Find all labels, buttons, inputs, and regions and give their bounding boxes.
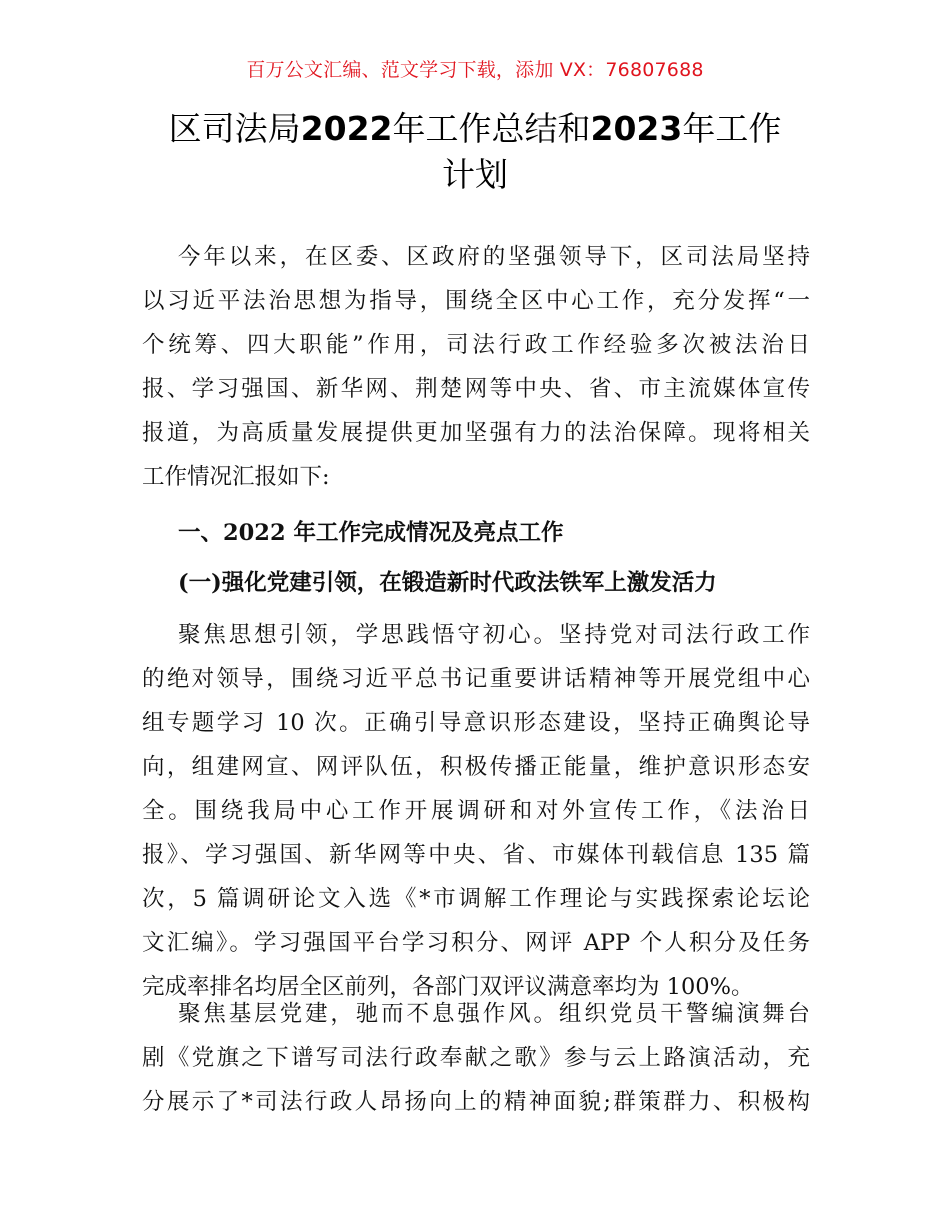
text-line: 的绝对领导，围绕习近平总书记重要讲话精神等开展党组中心: [142, 666, 810, 692]
text-line: 今年以来，在区委、区政府的坚强领导下，区司法局坚持: [178, 244, 810, 270]
heading-text: (一)强化党建引领，在锻造新时代政法铁军上激发活力: [178, 570, 717, 596]
title-line-2: 计划: [442, 155, 508, 194]
text-line: 向，组建网宣、网评队伍，积极传播正能量，维护意识形态安: [142, 754, 810, 780]
title-line-1: [0, 106, 950, 152]
text-line: 工作情况汇报如下:: [142, 464, 330, 490]
title-prefix: 区司法局: [168, 109, 301, 148]
text-line: 次，5 篇调研论文入选《*市调解工作理论与实践探索论坛论: [142, 886, 810, 912]
title-suffix: 年工作: [682, 109, 782, 148]
title-mid: 年工作总结和: [392, 109, 591, 148]
intro-paragraph: [142, 235, 810, 499]
text-line: 文汇编》。学习强国平台学习积分、网评 APP 个人积分及任务: [142, 930, 810, 956]
text-line: 完成率排名均居全区前列，各部门双评议满意率均为 100%。: [142, 974, 754, 1000]
text-line: 剧《党旗之下谱写司法行政奉献之歌》参与云上路演活动，充: [142, 1045, 810, 1071]
paragraph-grassroots-party: [142, 992, 810, 1124]
text-line: 分展示了*司法行政人昂扬向上的精神面貌;群策群力、积极构: [142, 1089, 810, 1115]
text-line: 组专题学习 10 次。正确引导意识形态建设，坚持正确舆论导: [142, 710, 810, 736]
document-title: [0, 106, 950, 198]
text-line: 聚焦基层党建，驰而不息强作风。组织党员干警编演舞台: [178, 1001, 810, 1027]
section-heading-2: [142, 561, 810, 605]
heading-text: 一、2022 年工作完成情况及亮点工作: [178, 520, 564, 546]
title-year-2022: 2022: [300, 109, 393, 148]
text-line: 个统筹、四大职能”作用，司法行政工作经验多次被法治日: [142, 332, 810, 358]
text-line: 以习近平法治思想为指导，围绕全区中心工作，充分发挥“一: [142, 288, 810, 314]
text-line: 报》、学习强国、新华网等中央、省、市媒体刊载信息 135 篇: [142, 842, 810, 868]
text-line: 聚焦思想引领，学思践悟守初心。坚持党对司法行政工作: [178, 622, 810, 648]
text-line: 报、学习强国、新华网、荆楚网等中央、省、市主流媒体宣传: [142, 376, 810, 402]
section-heading-1: [142, 511, 810, 555]
text-line: 全。围绕我局中心工作开展调研和对外宣传工作，《法治日: [142, 798, 810, 824]
text-line: 报道，为高质量发展提供更加坚强有力的法治保障。现将相关: [142, 420, 810, 446]
paragraph-party-ideology: [142, 613, 810, 1009]
title-year-2023: 2023: [590, 109, 683, 148]
promo-banner: 百万公文汇编、范文学习下载，添加 VX：76807688: [246, 59, 704, 81]
